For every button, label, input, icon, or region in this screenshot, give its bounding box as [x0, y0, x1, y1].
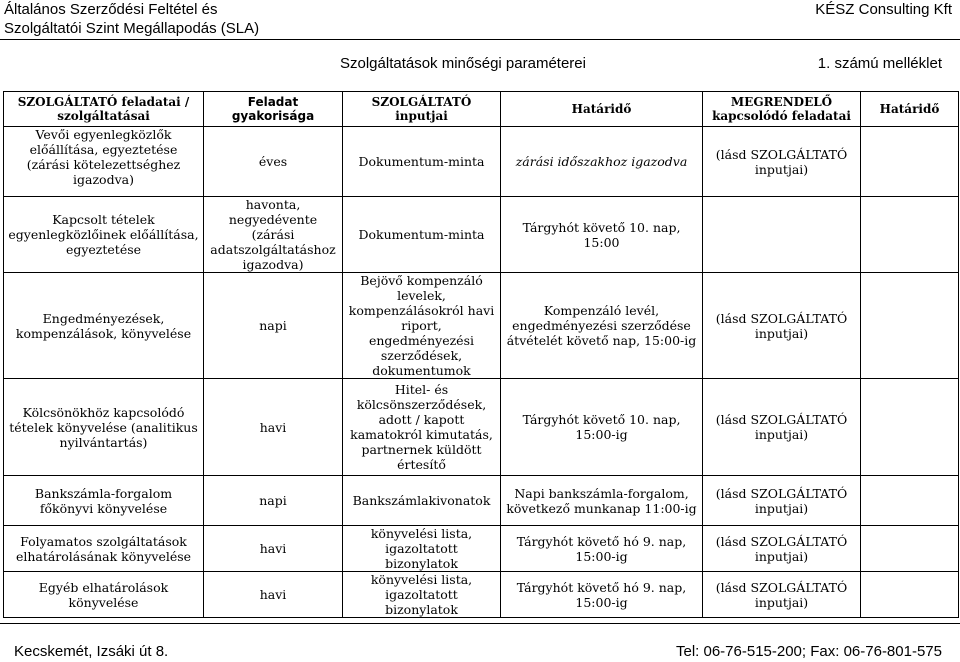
col-header-frequency: Feladat gyakorisága — [204, 92, 343, 127]
footer-contact: Tel: 06-76-515-200; Fax: 06-76-801-575 — [675, 643, 942, 660]
cell-deadline: Kompenzáló levél, engedményezési szerződése átvételét követő nap, 15:00-ig — [501, 273, 703, 379]
document-header-title — [4, 0, 259, 38]
table-header-row — [4, 92, 959, 127]
cell-client-deadline — [861, 197, 959, 273]
cell-deadline: zárási időszakhoz igazodva — [501, 127, 703, 197]
cell-client-deadline — [861, 476, 959, 526]
cell-client-deadline — [861, 273, 959, 379]
col-header-provider-tasks: SZOLGÁLTATÓ feladatai / szolgáltatásai — [4, 92, 204, 127]
col-header-client-deadline: Határidő — [861, 92, 959, 127]
table-row — [4, 197, 959, 273]
cell-deadline: Tárgyhót követő hó 9. nap, 15:00-ig — [501, 572, 703, 618]
cell-deadline: Tárgyhót követő hó 9. nap, 15:00-ig — [501, 526, 703, 572]
header-company: KÉSZ Consulting Kft — [815, 1, 952, 18]
cell-client-task: (lásd SZOLGÁLTATÓ inputjai) — [703, 572, 861, 618]
footer-divider — [0, 623, 960, 624]
col-header-client-tasks: MEGRENDELŐ kapcsolódó feladatai — [703, 92, 861, 127]
cell-input: könyvelési lista, igazoltatott bizonylatok — [343, 526, 501, 572]
col-header-deadline: Határidő — [501, 92, 703, 127]
header-title-line1: Általános Szerződési Feltétel és — [4, 1, 218, 18]
cell-input: könyvelési lista, igazoltatott bizonylatok — [343, 572, 501, 618]
table-row — [4, 273, 959, 379]
cell-task: Engedményezések, kompenzálások, könyvelése — [4, 273, 204, 379]
cell-client-task — [703, 197, 861, 273]
section-title: Szolgáltatások minőségi paraméterei — [340, 55, 586, 72]
annex-label: 1. számú melléklet — [817, 55, 942, 72]
cell-task: Kapcsolt tételek egyenlegközlőinek előállítása, egyeztetése — [4, 197, 204, 273]
table-row — [4, 476, 959, 526]
table-row — [4, 526, 959, 572]
cell-frequency: havi — [204, 379, 343, 476]
cell-input: Hitel- és kölcsönszerződések, adott / kapott kamatokról kimutatás, partnernek küldött értesítő — [343, 379, 501, 476]
cell-client-task: (lásd SZOLGÁLTATÓ inputjai) — [703, 526, 861, 572]
cell-client-task: (lásd SZOLGÁLTATÓ inputjai) — [703, 379, 861, 476]
table-row — [4, 572, 959, 618]
service-quality-table — [3, 91, 959, 618]
cell-deadline: Tárgyhót követő 10. nap, 15:00 — [501, 197, 703, 273]
table-row — [4, 379, 959, 476]
cell-input: Bankszámlakivonatok — [343, 476, 501, 526]
cell-input: Bejövő kompenzáló levelek, kompenzálásokról havi riport, engedményezési szerződések, dokumentumok — [343, 273, 501, 379]
cell-client-task: (lásd SZOLGÁLTATÓ inputjai) — [703, 127, 861, 197]
cell-task: Kölcsönökhöz kapcsolódó tételek könyvelése (analitikus nyilvántartás) — [4, 379, 204, 476]
cell-task: Vevői egyenlegközlők előállítása, egyeztetése (zárási kötelezettséghez igazodva) — [4, 127, 204, 197]
cell-client-deadline — [861, 526, 959, 572]
cell-input: Dokumentum-minta — [343, 197, 501, 273]
cell-task: Folyamatos szolgáltatások elhatárolásának könyvelése — [4, 526, 204, 572]
cell-task: Egyéb elhatárolások könyvelése — [4, 572, 204, 618]
col-header-provider-inputs: SZOLGÁLTATÓ inputjai — [343, 92, 501, 127]
cell-frequency: éves — [204, 127, 343, 197]
cell-frequency: havi — [204, 572, 343, 618]
cell-frequency: havonta, negyedévente (zárási adatszolgáltatáshoz igazodva) — [204, 197, 343, 273]
footer-address: Kecskemét, Izsáki út 8. — [14, 643, 169, 660]
cell-frequency: napi — [204, 273, 343, 379]
cell-client-deadline — [861, 572, 959, 618]
cell-client-deadline — [861, 379, 959, 476]
cell-client-task: (lásd SZOLGÁLTATÓ inputjai) — [703, 273, 861, 379]
cell-client-task: (lásd SZOLGÁLTATÓ inputjai) — [703, 476, 861, 526]
cell-client-deadline — [861, 127, 959, 197]
header-divider — [0, 39, 960, 40]
cell-input: Dokumentum-minta — [343, 127, 501, 197]
header-title-line2: Szolgáltatói Szint Megállapodás (SLA) — [4, 20, 260, 37]
cell-deadline: Napi bankszámla-forgalom, következő munkanap 11:00-ig — [501, 476, 703, 526]
table-row — [4, 127, 959, 197]
cell-deadline: Tárgyhót követő 10. nap, 15:00-ig — [501, 379, 703, 476]
cell-task: Bankszámla-forgalom főkönyvi könyvelése — [4, 476, 204, 526]
cell-frequency: napi — [204, 476, 343, 526]
cell-frequency: havi — [204, 526, 343, 572]
